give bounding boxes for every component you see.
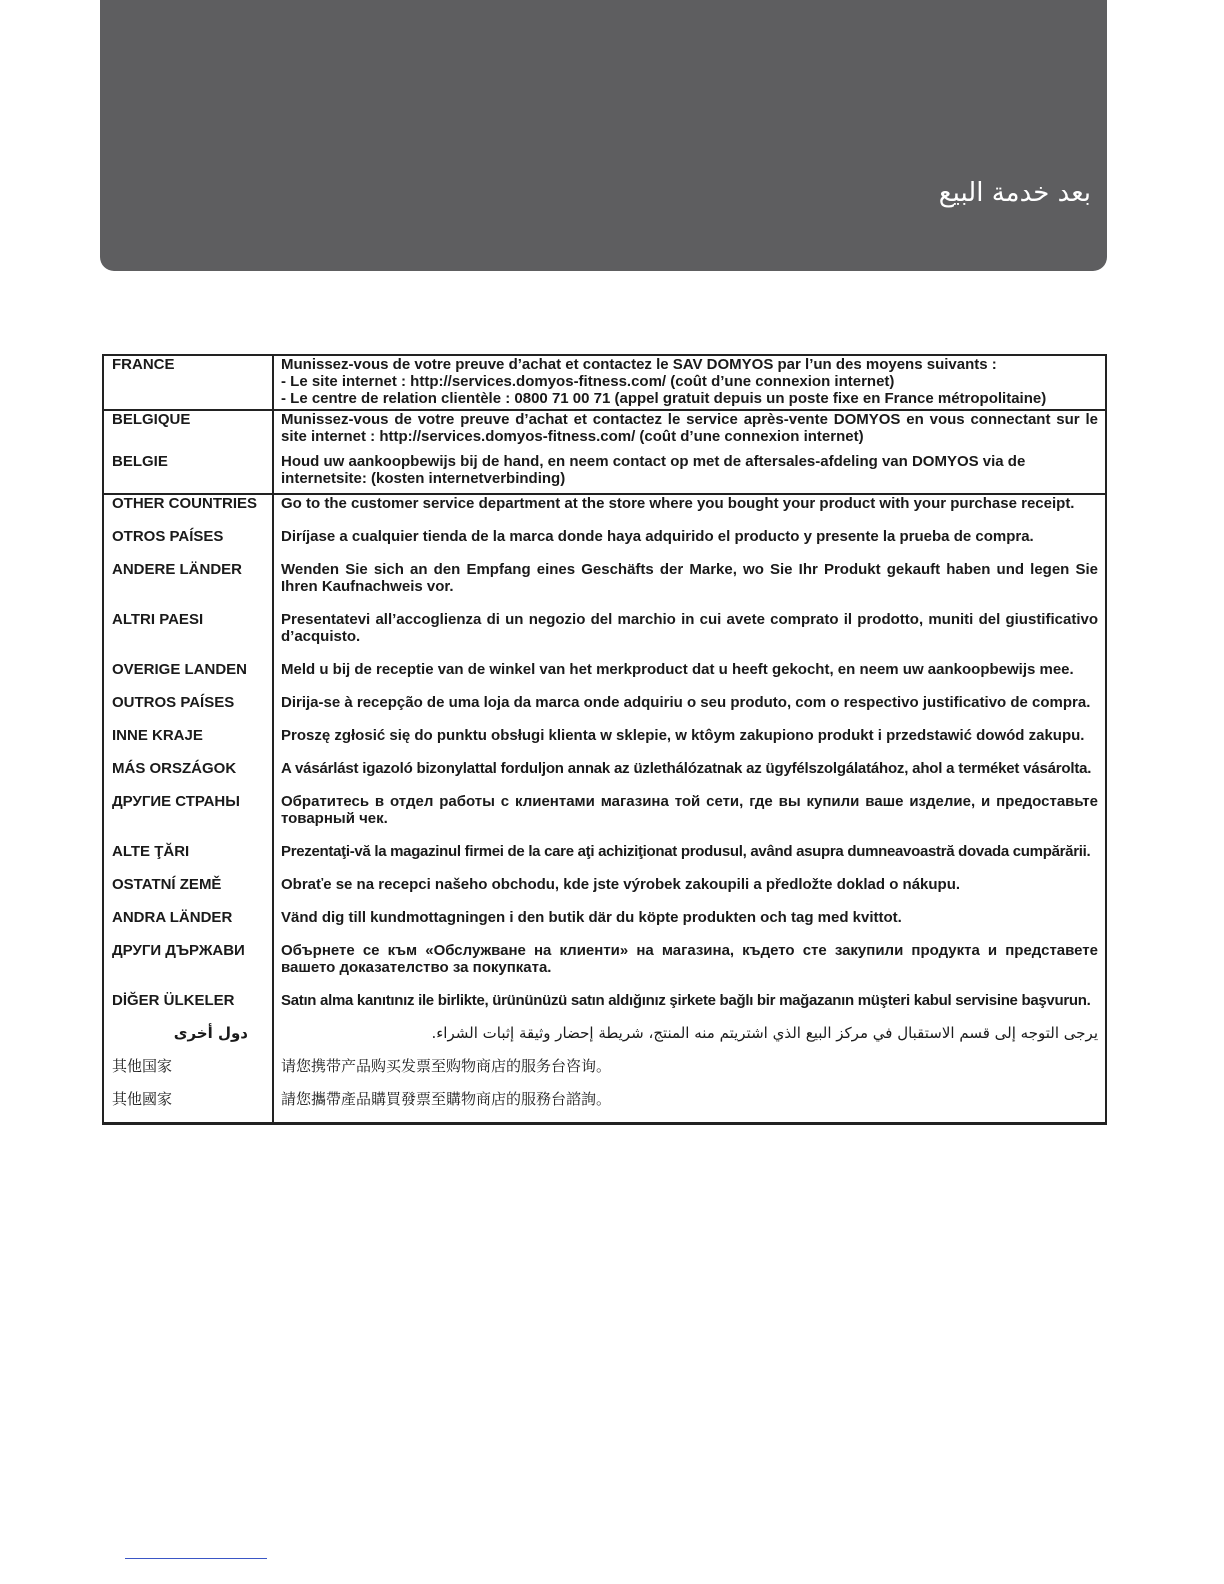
- table-row: [103, 410, 1106, 494]
- message-line: - Le centre de relation clientèle : 0800 71 00 71 (appel gratuit depuis un poste fixe en France métropolitaine): [281, 390, 1047, 407]
- country-label: MÁS ORSZÁGOK: [112, 760, 237, 777]
- country-label: ДРУГИ ДЪРЖАВИ: [112, 942, 245, 959]
- service-message: Presentatevi all’accoglienza di un negozio del marchio in cui avete comprato il prodotto, muniti del giustificativo d’acquisto.: [281, 611, 1098, 645]
- footer-divider: [125, 1558, 267, 1559]
- country-label: دول أخرى: [173, 1024, 248, 1042]
- service-message: Obraťe se na recepci našeho obchodu, kde jste výrobek zakoupili a předložte doklad o nákupu.: [281, 876, 961, 893]
- country-label: ДРУГИЕ СТРАНЫ: [112, 793, 240, 810]
- service-message: Wenden Sie sich an den Empfang eines Geschäfts der Marke, wo Sie Ihr Produkt gekauft haben und legen Sie Ihren Kaufnachweis vor.: [281, 561, 1098, 595]
- service-message: 請您攜帶產品購買發票至購物商店的服務台諮詢。: [281, 1090, 612, 1108]
- service-message: Prezentaţi-vă la magazinul firmei de la care aţi achiziţionat produsul, având asupra dumneavoastră dovada cumpărării.: [281, 843, 1091, 860]
- country-label: BELGIQUE: [112, 411, 191, 428]
- country-label: DİĞER ÜLKELER: [112, 992, 235, 1009]
- service-message: A vásárlást igazoló bizonylattal forduljon annak az üzlethálózatnak az ügyfélszolgálatához, ahol a terméket vásárolta.: [281, 760, 1092, 777]
- service-message: Vänd dig till kundmottagningen i den butik där du köpte produkten och tag med kvittot.: [281, 909, 902, 926]
- country-label: FRANCE: [112, 356, 175, 373]
- service-message: Proszę zgłosić się do punktu obsługi klienta w sklepie, w ktôym zakupiono produkt i przedstawić dowód zakupu.: [281, 727, 1085, 744]
- service-message: Обърнете се към «Обслужване на клиенти» на магазина, където сте закупили продукта и представете вашето доказателство за покупката.: [281, 942, 1098, 976]
- country-label: OTROS PAÍSES: [112, 528, 224, 545]
- service-message: Dirija-se à recepção de uma loja da marca onde adquiriu o seu produto, com o respectivo justificativo de compra.: [281, 694, 1091, 711]
- header-banner: [100, 0, 1107, 271]
- service-message: Munissez-vous de votre preuve d’achat et contactez le service après-vente DOMYOS en vous connectant sur le site internet : http://services.domyos-fitness.com/ (coût d’une connexion internet): [281, 411, 1098, 445]
- service-message: [281, 356, 1098, 407]
- country-label: INNE KRAJE: [112, 727, 203, 744]
- message-line: Munissez-vous de votre preuve d’achat et contactez le SAV DOMYOS par l’un des moyens suivants :: [281, 356, 997, 373]
- country-label: ANDERE LÄNDER: [112, 561, 243, 578]
- country-label: BELGIE: [112, 453, 168, 470]
- country-label: OSTATNÍ ZEMĚ: [112, 876, 222, 893]
- service-message: 请您携带产品购买发票至购物商店的服务台咨询。: [281, 1057, 612, 1075]
- service-message: Houd uw aankoopbewijs bij de hand, en neem contact op met de aftersales-afdeling van DOMYOS via de internetsite: (kosten internetverbinding): [281, 453, 1026, 487]
- service-message: يرجى التوجه إلى قسم الاستقبال في مركز البيع الذي اشتريتم منه المنتج، شريطة إحضار وثيقة إثبات الشراء.: [431, 1024, 1098, 1042]
- country-label: OVERIGE LANDEN: [112, 661, 248, 678]
- country-label: ALTE ŢĂRI: [112, 843, 190, 860]
- after-sales-table: [102, 354, 1107, 1125]
- banner-title: بعد خدمة البيع: [938, 178, 1091, 208]
- service-message: Satın alma kanıtınız ile birlikte, ürününüzü satın aldığınız şirkete bağlı bir mağazanın müşteri kabul servisine başvurun.: [281, 992, 1091, 1009]
- table-row: [103, 494, 1106, 1124]
- service-message: Go to the customer service department at the store where you bought your product with your purchase receipt.: [281, 495, 1075, 512]
- message-line: - Le site internet : http://services.domyos-fitness.com/ (coût d’une connexion internet): [281, 373, 895, 390]
- service-message: Meld u bij de receptie van de winkel van het merkproduct dat u heeft gekocht, en neem uw aankoopbewijs mee.: [281, 661, 1074, 678]
- country-label: 其他國家: [112, 1090, 173, 1108]
- country-label: 其他国家: [112, 1057, 173, 1075]
- table-row: [103, 355, 1106, 410]
- country-label: OUTROS PAÍSES: [112, 694, 235, 711]
- country-label: ALTRI PAESI: [112, 611, 204, 628]
- service-message: Обратитесь в отдел работы с клиентами магазина той сети, где вы купили ваше изделие, и предоставьте товарный чек.: [281, 793, 1098, 827]
- country-label: OTHER COUNTRIES: [112, 495, 258, 512]
- country-label: ANDRA LÄNDER: [112, 909, 233, 926]
- service-message: Diríjase a cualquier tienda de la marca donde haya adquirido el producto y presente la prueba de compra.: [281, 528, 1034, 545]
